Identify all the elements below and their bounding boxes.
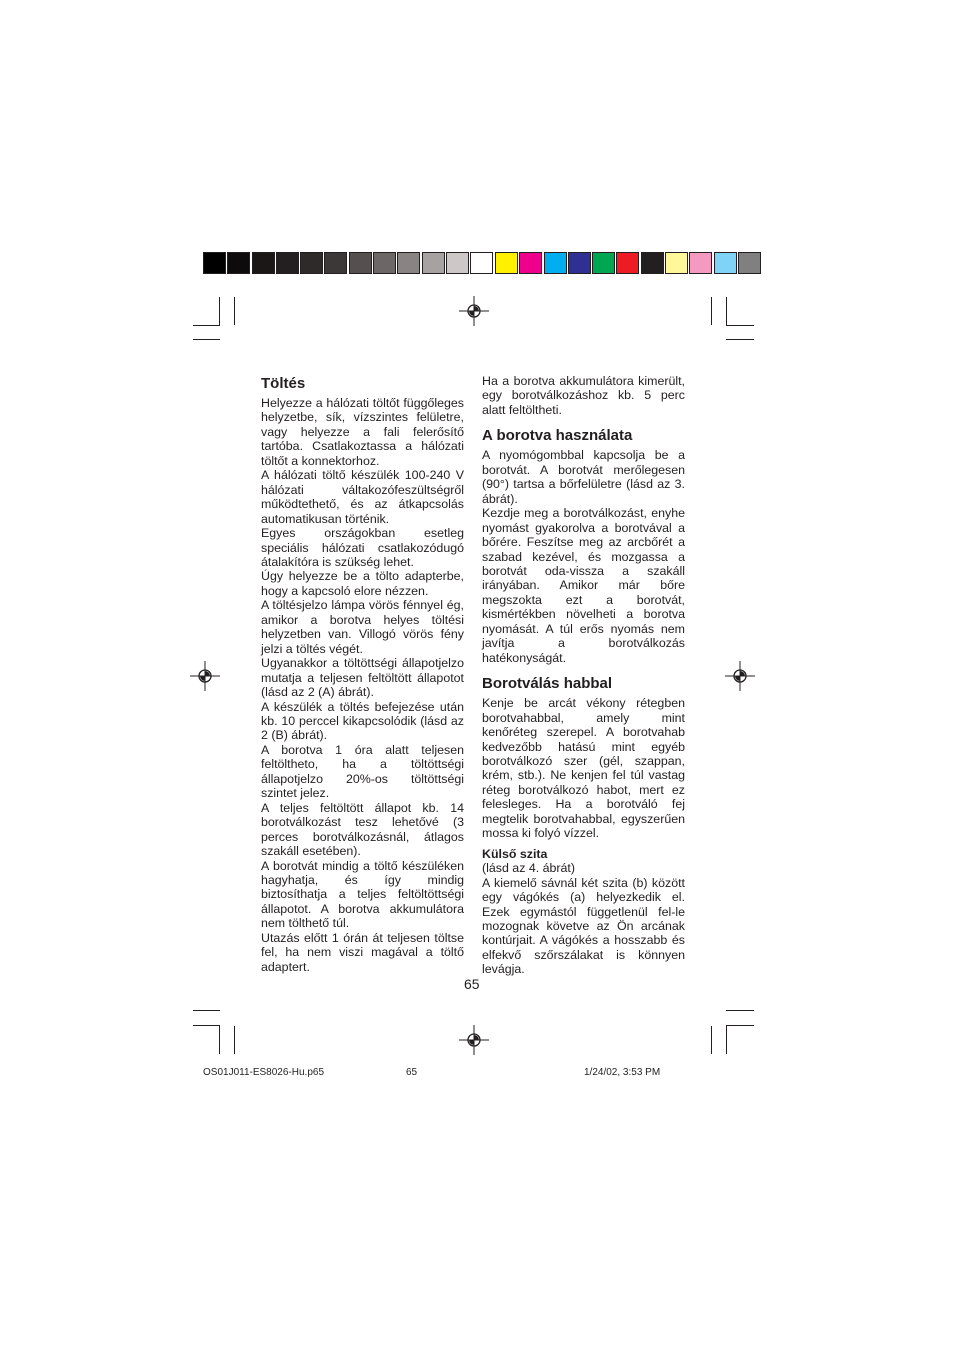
page-number: 65 (464, 976, 480, 992)
crop-mark (711, 1026, 712, 1054)
color-swatch (568, 252, 591, 274)
color-swatch (470, 252, 493, 274)
subheading-foil: Külső szita (482, 846, 548, 861)
registration-mark-icon (459, 296, 489, 326)
color-swatch (349, 252, 372, 274)
color-swatch (519, 252, 542, 274)
color-swatch (592, 252, 615, 274)
registration-mark-icon (725, 661, 755, 691)
section-heading-foam: Borotválás habbal (482, 675, 613, 693)
paragraph: Helyezze a hálózati töltőt függőleges helyzetbe, sík, vízszintes felületre, vagy helyezze a fali felerősítő tartóba. Csatlakoztassa a hálózati töltőt a konnektorhoz. (261, 396, 464, 468)
crop-mark (193, 325, 220, 326)
paragraph: Kenje be arcát vékony rétegben borotvahabbal, amely mint kenőréteg szerepel. A borotvahab kedvezőbb hatású mint egyéb borotválkozó szer (gél, szappan, krém, stb.). Ne kenjen fel túl vastag réteg borotválkozó habot, mert ez felesleges. Ha a borotváló fej megtelik borotvahabbal, egyszerűen mossa ki folyó vízzel. (482, 696, 685, 841)
color-swatch (665, 252, 688, 274)
color-swatch (203, 252, 226, 274)
crop-mark (219, 297, 220, 325)
crop-mark (726, 297, 727, 325)
paragraph: A teljes feltöltött állapot kb. 14 borotválkozást tesz lehetővé (3 perces borotválkozásnál, átlagos szakáll esetében). (261, 800, 464, 859)
crop-mark (193, 339, 220, 340)
crop-mark (726, 1010, 754, 1011)
paragraph: A borotva 1 óra alatt teljesen feltöltheto, ha a töltöttségi állapotjelzo 20%-os töltöttségi szintet jelez. (261, 742, 464, 801)
color-swatch (300, 252, 323, 274)
color-swatch (689, 252, 712, 274)
left-column (261, 375, 464, 974)
color-swatch (422, 252, 445, 274)
color-swatch (324, 252, 347, 274)
crop-mark (193, 1010, 220, 1011)
color-swatch (495, 252, 518, 274)
color-swatch (276, 252, 299, 274)
crop-mark (726, 1025, 754, 1026)
color-swatch (373, 252, 396, 274)
footer-date: 1/24/02, 3:53 PM (584, 1067, 661, 1078)
crop-mark (726, 339, 754, 340)
color-swatch (252, 252, 275, 274)
section-heading-charging: Töltés (261, 375, 306, 392)
color-swatch (641, 252, 664, 274)
crop-mark (726, 1026, 727, 1054)
paragraph: A töltésjelzo lámpa vörös fénnyel ég, amikor a borotva helyes töltési helyzetben van. Villogó vörös fény jelzi a töltés végét. (261, 598, 464, 656)
footer-filename: OS01J011-ES8026-Hu.p65 (203, 1067, 325, 1078)
color-swatch (227, 252, 250, 274)
section-heading-usage: A borotva használata (482, 427, 633, 445)
paragraph: A készülék a töltés befejezése után kb. 10 perccel kikapcsolódik (lásd az 2 (B) ábrát). (261, 699, 464, 743)
registration-mark-icon (190, 661, 220, 691)
color-calibration-bar (495, 252, 762, 274)
figure-reference: (lásd az 4. ábrát) (482, 861, 575, 876)
crop-mark (711, 297, 712, 325)
crop-mark (726, 325, 754, 326)
paragraph: Kezdje meg a borotválkozást, enyhe nyomást gyakorolva a borotvával a bőrére. Feszítse meg az arcbőrét a szabad kezével, és mozgassa a borotvát oda-vissza a szakáll irányában. Amikor már bőre megszokta ezt a borotvát, kismértékben növelheti a borotva nyomását. A túl erős nyomás nem javítja a borotválkozás hatékonyságát. (482, 506, 685, 665)
color-swatch (738, 252, 761, 274)
paragraph: A kiemelő sávnál két szita (b) között egy vágókés (a) helyezkedik el. Ezek egymástól függetlenül fel-le mozognak követve az Ön arcának kontúrjait. A vágókés a hosszabb és elfekvő szőrszálakat is könnyen levágja. (482, 875, 685, 977)
crop-mark (193, 1025, 220, 1026)
paragraph: A nyomógombbal kapcsolja be a borotvát. A borotvát merőlegesen (90°) tartsa a bőrfelületre (lásd az 3. ábrát). (482, 448, 685, 506)
color-swatch (397, 252, 420, 274)
color-swatch (544, 252, 567, 274)
color-swatch (616, 252, 639, 274)
color-swatch (714, 252, 737, 274)
paragraph: Ha a borotva akkumulátora kimerült, egy borotválkozáshoz kb. 5 perc alatt feltöltheti. (482, 374, 685, 417)
paragraph: Úgy helyezze be a tölto adapterbe, hogy a kapcsoló elore nézzen. (261, 569, 464, 598)
paragraph: Ugyanakkor a töltöttségi állapotjelzo mutatja a teljesen feltöltött állapotot (lásd az 2 (A) ábrát). (261, 656, 464, 700)
paragraph: A borotvát mindig a töltő készüléken hagyhatja, és így mindig biztosíthatja a teljes feltöltöttségi állapotot. A borotva akkumulátora nem tölthető túl. (261, 858, 464, 931)
crop-mark (219, 1026, 220, 1054)
color-swatch (446, 252, 469, 274)
registration-mark-icon (459, 1025, 489, 1055)
right-column (482, 374, 685, 977)
paragraph: A hálózati töltő készülék 100-240 V hálózati váltakozófeszültségről működtethető, és az átkapcsolás automatikusan történik. (261, 468, 464, 526)
paragraph: Utazás előtt 1 órán át teljesen töltse fel, ha nem viszi magával a töltő adaptert. (261, 930, 464, 974)
crop-mark (234, 297, 235, 325)
footer-page: 65 (406, 1067, 418, 1078)
paragraph: Egyes országokban esetleg speciális hálózati csatlakozódugó átalakítóra is szükség lehet. (261, 526, 464, 569)
crop-mark (234, 1026, 235, 1054)
grayscale-calibration-bar (203, 252, 495, 274)
